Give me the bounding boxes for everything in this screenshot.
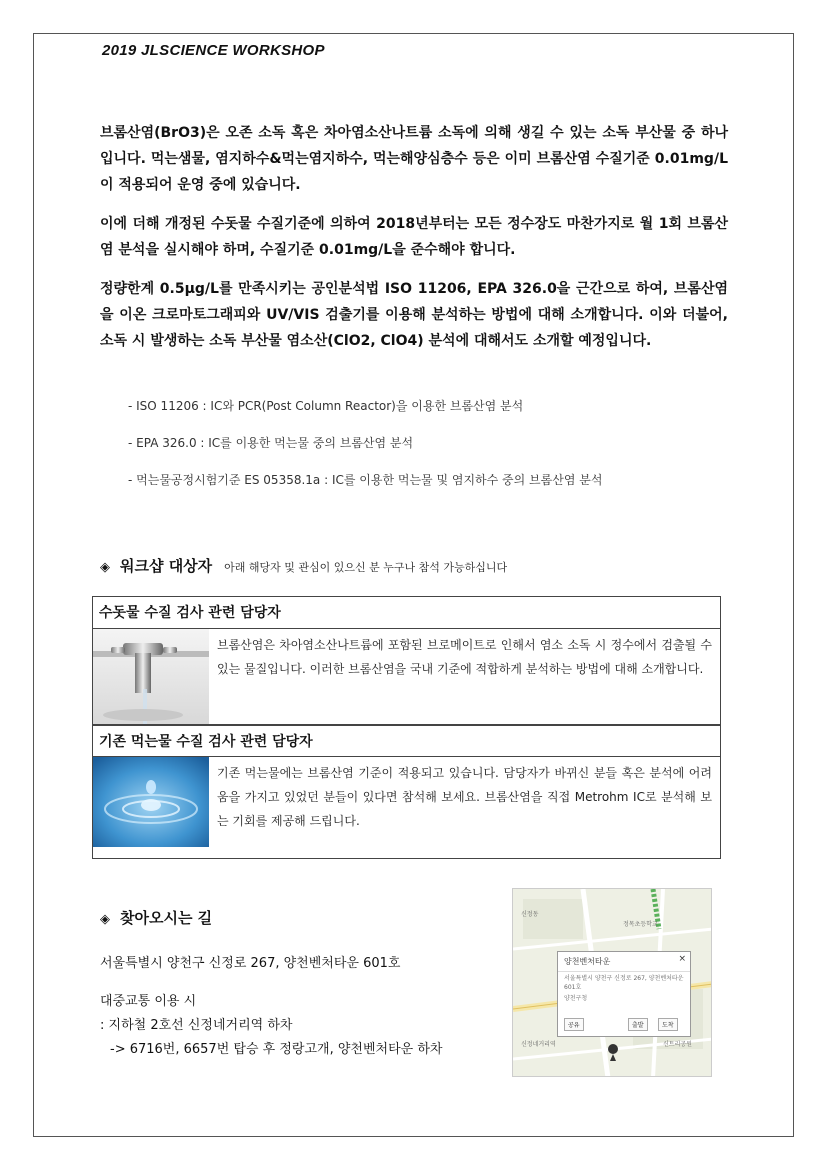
- transit-bus: -> 6716번, 6657번 탑승 후 정랑고개, 양천벤처타운 하차: [110, 1042, 443, 1057]
- target-audience-box: [92, 596, 721, 859]
- transit-subway: : 지하철 2호선 신정네거리역 하차: [100, 1018, 293, 1033]
- workshop-heading-text: 워크샵 대상자: [120, 557, 213, 575]
- intro-section: [100, 120, 728, 367]
- target-title-tapwater: 수돗물 수질 검사 관련 담당자: [93, 597, 720, 629]
- target-text-drinkingwater: 기존 먹는물에는 브롬산염 기준이 적용되고 있습니다. 담당자가 바뀌신 분들 혹은 분석에 어려움을 가지고 있었던 분들이 있다면 참석해 보세요. 브롬산염을 직접 Metrohm IC로 분석해 보는 기회를 제공해 드립니다.: [217, 766, 712, 828]
- map-popup-title: 양천벤처타운: [558, 952, 690, 972]
- map-label: 신정네거리역: [521, 1041, 556, 1048]
- intro-paragraph-3: 정량한계 0.5μg/L를 만족시키는 공인분석법 ISO 11206, EPA 326.0을 근간으로 하여, 브롬산염을 이온 크로마토그래피와 UV/VIS 검출기를 이용해 분석하는 방법에 대해 소개합니다. 이와 더불어, 소독 시 발생하는 소독 부산물 염소산(ClO2, ClO4) 분석에 대해서도 소개할 예정입니다.: [100, 281, 728, 349]
- method-item: - ISO 11206 : IC와 PCR(Post Column Reactor)을 이용한 브롬산염 분석: [128, 399, 524, 413]
- faucet-image: [93, 629, 209, 724]
- map-popup-line: 양천구청: [564, 995, 588, 1002]
- water-drop-image: [93, 757, 209, 847]
- method-item: - 먹는물공정시험기준 ES 05358.1a : IC를 이용한 먹는물 및 염지하수 중의 브롬산염 분석: [128, 473, 603, 487]
- map-popup: [557, 951, 691, 1037]
- map-label: 정목초등학교: [623, 921, 658, 928]
- target-title-drinkingwater: 기존 먹는물 수질 검사 관련 담당자: [93, 725, 720, 757]
- method-list: [128, 396, 748, 507]
- target-row-drinkingwater: [93, 757, 720, 847]
- header-title: 2019 JLSCIENCE WORKSHOP: [102, 42, 325, 59]
- map-label: 신정동: [521, 911, 539, 918]
- map-label: 신트리공원: [663, 1041, 692, 1048]
- map-popup-line: 서울특별시 양천구 신정로 267, 양천벤처타운 601호: [564, 975, 684, 991]
- diamond-bullet-icon: ◈: [100, 560, 110, 575]
- map-route-start-button[interactable]: 출발: [628, 1018, 648, 1031]
- workshop-subtitle: 아래 해당자 및 관심이 있으신 분 누구나 참석 가능하십니다: [224, 561, 508, 574]
- map-route-end-button[interactable]: 도착: [658, 1018, 678, 1031]
- target-row-tapwater: [93, 629, 720, 725]
- directions-heading: [100, 907, 212, 928]
- directions-heading-text: 찾아오시는 길: [120, 909, 213, 927]
- close-icon[interactable]: ×: [678, 954, 686, 964]
- map-share-button[interactable]: 공유: [564, 1018, 584, 1031]
- diamond-bullet-icon: ◈: [100, 912, 110, 927]
- workshop-heading: [100, 555, 507, 576]
- intro-paragraph-2: 이에 더해 개정된 수돗물 수질기준에 의하여 2018년부터는 모든 정수장도 마찬가지로 월 1회 브롬산염 분석을 실시해야 하며, 수질기준 0.01mg/L을 준수해야 합니다.: [100, 216, 728, 258]
- location-map[interactable]: [512, 888, 712, 1077]
- method-item: - EPA 326.0 : IC를 이용한 먹는물 중의 브롬산염 분석: [128, 436, 414, 450]
- target-text-tapwater: 브롬산염은 차아염소산나트륨에 포함된 브로메이트로 인해서 염소 소독 시 정수에서 검출될 수 있는 물질입니다. 이러한 브롬산염을 국내 기준에 적합하게 분석하는 방법에 대해 소개합니다.: [217, 638, 712, 676]
- address: 서울특별시 양천구 신정로 267, 양천벤처타운 601호: [100, 956, 401, 971]
- intro-paragraph-1: 브롬산염(BrO3)은 오존 소독 혹은 차아염소산나트륨 소독에 의해 생길 수 있는 소독 부산물 중 하나입니다. 먹는샘물, 염지하수&먹는염지하수, 먹는해양심층수 등은 이미 브롬산염 수질기준 0.01mg/L이 적용되어 운영 중에 있습니다.: [100, 125, 728, 193]
- transit-label: 대중교통 이용 시: [100, 994, 197, 1009]
